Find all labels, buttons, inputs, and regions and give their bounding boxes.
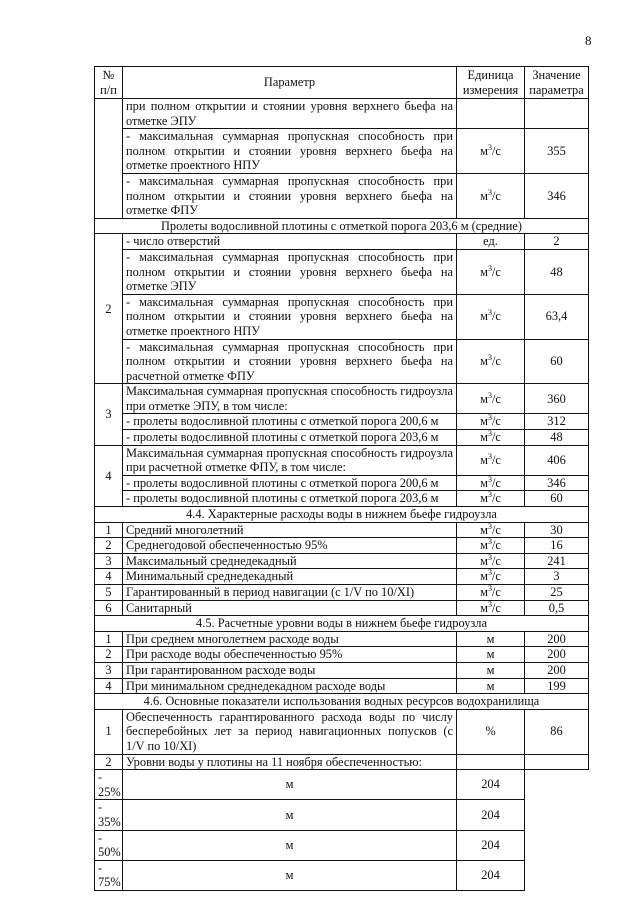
row-param: При гарантированном расходе воды [123,662,457,678]
table-row [95,249,589,294]
row-unit: $м^3/с$ [457,553,525,569]
table-row [95,445,589,475]
row-value: 355 [525,129,589,174]
table-row [95,600,589,616]
row-param: Максимальный среднедекадный [123,553,457,569]
row-value: 204 [457,830,525,860]
row-param: - максимальная суммарная пропускная способность при полном открытии и стоянии уровня верхнего бьефа на отметке ФПУ [123,173,457,218]
row-param: - пролеты водосливной плотины с отметкой порога 203,6 м [123,491,457,507]
table-row [95,631,589,647]
row-number: 4 [95,569,123,585]
row-unit: $м^3/с$ [457,585,525,601]
header-num: № п/п [95,67,123,99]
table-row [95,830,589,860]
section-heading [95,694,589,710]
row-param: Максимальная суммарная пропускная способность гидроузла при расчетной отметке ФПУ, в том числе: [123,445,457,475]
row-value: 360 [525,384,589,414]
section-4-5-rows [95,631,589,693]
row-unit: ед. [457,234,525,250]
page-number: 8 [585,33,592,48]
row-value: 16 [525,538,589,554]
row-number: 2 [95,234,123,384]
row-unit: $м^3/с$ [457,491,525,507]
row-param: Обеспеченность гарантированного расхода воды по числу бесперебойных лет за период навигационных попусков (с 1/V по 10/XI) [123,709,457,754]
row-param: - 50% [95,830,123,860]
row-unit: $м^3/с$ [457,430,525,446]
table-row [95,770,589,800]
row-value: 60 [525,339,589,384]
row-value: 200 [525,647,589,663]
row-value: 312 [525,414,589,430]
row-unit: $м^3/с$ [457,445,525,475]
row-unit: $м^3/с$ [457,129,525,174]
row-unit: $м^3/с$ [457,339,525,384]
table-row [95,647,589,663]
table-row [95,709,589,754]
section-heading [95,616,589,632]
row-unit: м [457,647,525,663]
row-value: 2 [525,234,589,250]
row-unit: м [457,662,525,678]
table-row [95,99,589,129]
table-row [95,294,589,339]
table-row [95,414,589,430]
row-value: 204 [457,770,525,800]
row-value: 346 [525,475,589,491]
row-unit: $м^3/с$ [457,522,525,538]
table-row [95,384,589,414]
table-header [95,67,589,99]
row-param: - максимальная суммарная пропускная способность при полном открытии и стоянии уровня верхнего бьефа на отметке ЭПУ [123,249,457,294]
row-param: При расходе воды обеспеченностью 95% [123,647,457,663]
row-number: 1 [95,631,123,647]
table-row [95,339,589,384]
row-param: Уровни воды у плотины на 11 ноября обеспеченностью: [123,754,457,770]
row-unit: $м^3/с$ [457,173,525,218]
table-row [95,475,589,491]
row-param: - число отверстий [123,234,457,250]
table-row [95,678,589,694]
row-value: 406 [525,445,589,475]
row-param: - максимальная суммарная пропускная способность при полном открытии и стоянии уровня верхнего бьефа на отметке проектного НПУ [123,129,457,174]
table-row [95,538,589,554]
section-heading [95,507,589,523]
row-param: Максимальная суммарная пропускная способность гидроузла при отметке ЭПУ, в том числе: [123,384,457,414]
row-unit: м [123,860,457,890]
row-value: 30 [525,522,589,538]
table-row [95,129,589,174]
row-param: Средний многолетний [123,522,457,538]
row-value: 3 [525,569,589,585]
row-unit: $м^3/с$ [457,249,525,294]
row-param: При минимальном среднедекадном расходе воды [123,678,457,694]
table-row [95,173,589,218]
table-row [95,860,589,890]
row-param: Гарантированный в период навигации (с 1/V по 10/XI) [123,585,457,601]
row-param: - пролеты водосливной плотины с отметкой порога 200,6 м [123,475,457,491]
water-level-items [95,770,589,891]
table-row [95,553,589,569]
row-number: 3 [95,662,123,678]
row-unit: м [123,800,457,830]
row-value: 0,5 [525,600,589,616]
row-param: - пролеты водосливной плотины с отметкой порога 200,6 м [123,414,457,430]
row-unit: % [457,709,525,754]
row-value: 346 [525,173,589,218]
row-unit: $м^3/с$ [457,384,525,414]
section-title: 4.4. Характерные расходы воды в нижнем бьефе гидроузла [95,507,589,523]
section-4-4-rows [95,522,589,616]
row-number: 6 [95,600,123,616]
table-row [95,218,589,234]
row-value: 204 [457,800,525,830]
row-param: Среднегодовой обеспеченностью 95% [123,538,457,554]
row-param: Санитарный [123,600,457,616]
table-row [95,234,589,250]
row-number: 1 [95,522,123,538]
header-unit: Единица измерения [457,67,525,99]
row-value: 63,4 [525,294,589,339]
row-number: 5 [95,585,123,601]
row-unit: $м^3/с$ [457,414,525,430]
row-number: 2 [95,754,123,770]
row-number: 3 [95,553,123,569]
row-param: - 25% [95,770,123,800]
row-unit: $м^3/с$ [457,569,525,585]
table-row [95,430,589,446]
table-row [95,491,589,507]
section-title: 4.6. Основные показатели использования водных ресурсов водохранилища [95,694,589,710]
row-number: 4 [95,678,123,694]
row-unit: $м^3/с$ [457,600,525,616]
row-value: 86 [525,709,589,754]
table-row [95,569,589,585]
row-param: - максимальная суммарная пропускная способность при полном открытии и стоянии уровня верхнего бьефа на расчетной отметке ФПУ [123,339,457,384]
row-unit: м [457,678,525,694]
row-param: при полном открытии и стоянии уровня верхнего бьефа на отметке ЭПУ [123,99,457,129]
row-unit: $м^3/с$ [457,294,525,339]
group-title: Пролеты водосливной плотины с отметкой порога 203,6 м (средние) [95,218,589,234]
row-unit: $м^3/с$ [457,475,525,491]
row-param: - максимальная суммарная пропускная способность при полном открытии и стоянии уровня верхнего бьефа на отметке проектного НПУ [123,294,457,339]
row-unit: м [123,770,457,800]
row-param: - пролеты водосливной плотины с отметкой порога 203,6 м [123,430,457,446]
table-row [95,800,589,830]
row-unit: м [123,830,457,860]
row-value: 204 [457,860,525,890]
row-param: - 75% [95,860,123,890]
table-row [95,662,589,678]
row-number: 2 [95,538,123,554]
row-number: 3 [95,384,123,445]
header-value: Значение параметра [525,67,589,99]
table-row [95,585,589,601]
row-value: 60 [525,491,589,507]
table-row [95,754,589,770]
section-title: 4.5. Расчетные уровни воды в нижнем бьефе гидроузла [95,616,589,632]
row-value: 200 [525,662,589,678]
row-number: 1 [95,709,123,754]
row-value: 200 [525,631,589,647]
row-param: При среднем многолетнем расходе воды [123,631,457,647]
row-number: 2 [95,647,123,663]
parameters-table [94,66,589,891]
row-value: 25 [525,585,589,601]
row-value: 199 [525,678,589,694]
row-param: Минимальный среднедекадный [123,569,457,585]
row-unit: $м^3/с$ [457,538,525,554]
row-value: 241 [525,553,589,569]
header-param: Параметр [123,67,457,99]
row-number: 4 [95,445,123,506]
row-param: - 35% [95,800,123,830]
table-row [95,522,589,538]
row-value: 48 [525,430,589,446]
row-value: 48 [525,249,589,294]
row-unit: м [457,631,525,647]
